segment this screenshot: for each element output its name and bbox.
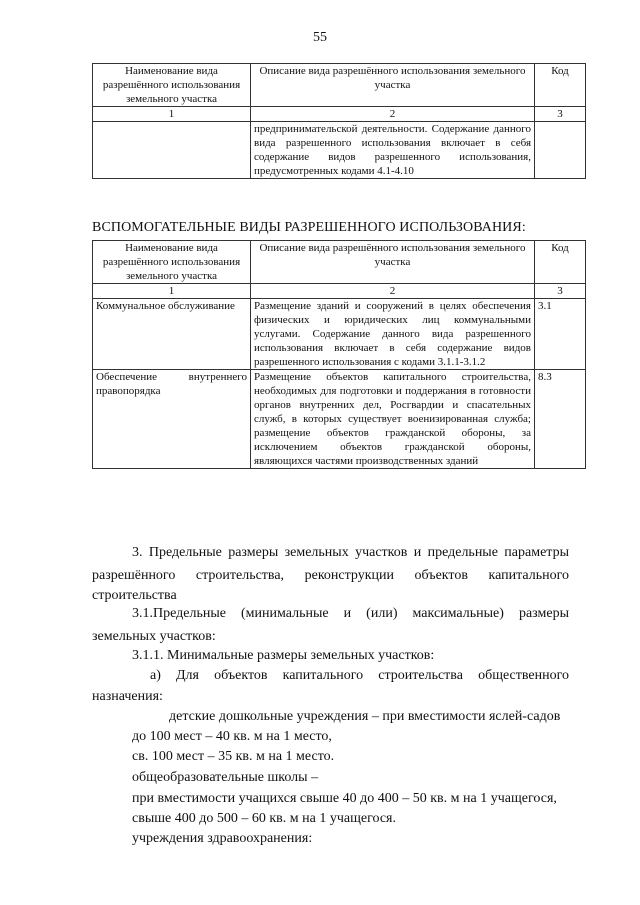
header-code: Код [535,241,586,284]
row-name [93,122,251,179]
header-code: Код [535,64,586,107]
row-description: Размещение объектов капитального строительства, необходимых для подготовки и поддержания в готовности органов внутренних дел, Росгвардии и спасательных служб, в которых существует военизированная служба; размещение объектов гражданской обороны, за исключением объектов гражданской обороны, являющихся частями производственных зданий [251,370,535,469]
row-code: 3.1 [535,299,586,370]
table-permitted-uses-continued [92,63,586,179]
list-line: до 100 мест – 40 кв. м на 1 место, [132,729,332,744]
table-auxiliary-uses [92,240,586,469]
row-description: Размещение зданий и сооружений в целях обеспечения физических и юридических лиц коммунальными услугами. Содержание данного вида разрешенного использования включает в себя содержание видов разрешенного использования с кодами 3.1.1-3.1.2 [251,299,535,370]
row-description: предпринимательской деятельности. Содержание данного вида разрешенного использования включает в себя содержание видов разрешенного использования, предусмотренных кодами 4.1-4.10 [251,122,535,179]
column-number: 1 [93,284,251,299]
column-number: 3 [535,107,586,122]
paragraph-3-1-line-2: земельных участков: [92,629,216,644]
table-row [93,122,586,179]
paragraph-3-line-2: разрешённого строительства, реконструкции объектов капитального [92,568,569,583]
table-column-numbers-row [93,107,586,122]
row-code: 8.3 [535,370,586,469]
row-name: Обеспечение внутреннего правопорядка [93,370,251,469]
paragraph-a-line-1: а) Для объектов капитального строительства общественного [150,668,569,683]
table-row [93,370,586,469]
header-name: Наименование вида разрешённого использования земельного участка [93,241,251,284]
table-header-row [93,241,586,284]
list-line: св. 100 мест – 35 кв. м на 1 место. [132,749,335,764]
column-number: 2 [251,284,535,299]
row-code [535,122,586,179]
table-column-numbers-row [93,284,586,299]
page-number: 55 [313,30,327,45]
list-line: свыше 400 до 500 – 60 кв. м на 1 учащегося. [132,811,396,826]
header-description: Описание вида разрешённого использования земельного участка [251,64,535,107]
column-number: 3 [535,284,586,299]
paragraph-3-line-1: 3. Предельные размеры земельных участков и предельные параметры [132,545,569,560]
row-name: Коммунальное обслуживание [93,299,251,370]
header-description: Описание вида разрешённого использования земельного участка [251,241,535,284]
paragraph-3-1-line-1: 3.1.Предельные (минимальные и (или) максимальные) размеры [132,606,569,621]
paragraph-3-1-1: 3.1.1. Минимальные размеры земельных участков: [132,648,435,663]
column-number: 2 [251,107,535,122]
column-number: 1 [93,107,251,122]
paragraph-3-line-3: строительства [92,588,177,603]
table-row [93,299,586,370]
list-line: общеобразовательные школы – [132,770,319,785]
list-line: при вместимости учащихся свыше 40 до 400 – 50 кв. м на 1 учащегося, [132,791,557,806]
list-line: детские дошкольные учреждения – при вместимости яслей-садов [169,709,561,724]
section-heading: ВСПОМОГАТЕЛЬНЫЕ ВИДЫ РАЗРЕШЕННОГО ИСПОЛЬЗОВАНИЯ: [92,220,526,235]
table-header-row [93,64,586,107]
list-line: учреждения здравоохранения: [132,831,313,846]
paragraph-a-line-2: назначения: [92,689,163,704]
header-name: Наименование вида разрешённого использования земельного участка [93,64,251,107]
